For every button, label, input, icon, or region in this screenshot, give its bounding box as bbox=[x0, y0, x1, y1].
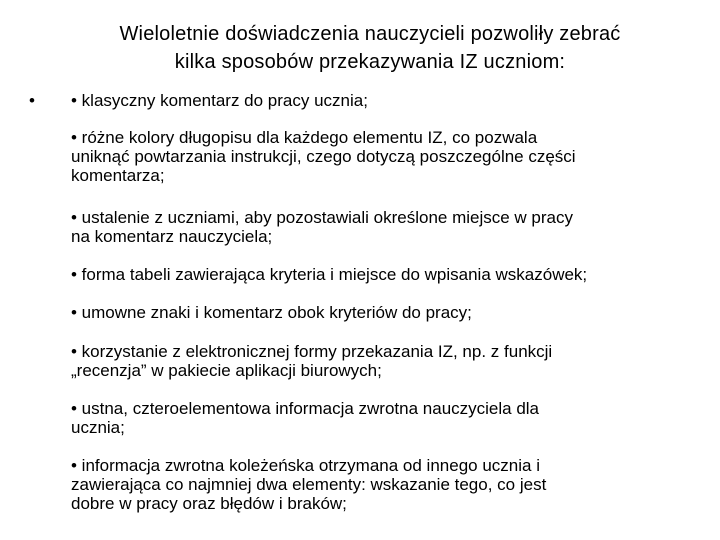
slide-title-line: kilka sposobów przekazywania IZ uczniom: bbox=[174, 51, 566, 73]
list-item-line: ucznia; bbox=[71, 418, 125, 437]
outer-bullet-icon: • bbox=[29, 91, 35, 110]
list-item bbox=[71, 208, 711, 246]
list-item-line: • korzystanie z elektronicznej formy przekazania IZ, np. z funkcji bbox=[71, 342, 553, 361]
list-item-line: • forma tabeli zawierająca kryteria i miejsce do wpisania wskazówek; bbox=[71, 265, 588, 284]
list-item bbox=[71, 456, 711, 513]
list-item-line: „recenzja” w pakiecie aplikacji biurowych; bbox=[71, 361, 382, 380]
list-item-line: dobre w pracy oraz błędów i braków; bbox=[71, 494, 347, 513]
list-item bbox=[71, 399, 711, 437]
list-item bbox=[71, 342, 711, 380]
list-item-line: • informacja zwrotna koleżeńska otrzymana od innego ucznia i bbox=[71, 456, 540, 475]
list-item-line: uniknąć powtarzania instrukcji, czego dotyczą poszczególne części bbox=[71, 147, 576, 166]
list-item-line: zawierająca co najmniej dwa elementy: wskazanie tego, co jest bbox=[71, 475, 547, 494]
list-item-line: • różne kolory długopisu dla każdego elementu IZ, co pozwala bbox=[71, 128, 538, 147]
list-item-line: • klasyczny komentarz do pracy ucznia; bbox=[71, 91, 368, 110]
list-item bbox=[71, 265, 711, 284]
list-item-line: na komentarz nauczyciela; bbox=[71, 227, 273, 246]
list-item-line: komentarza; bbox=[71, 166, 165, 185]
list-item bbox=[71, 303, 711, 322]
list-item bbox=[71, 128, 711, 185]
list-item-line: • ustalenie z uczniami, aby pozostawiali określone miejsce w pracy bbox=[71, 208, 574, 227]
list-item-line: • ustna, czteroelementowa informacja zwrotna nauczyciela dla bbox=[71, 399, 540, 418]
list-item bbox=[71, 91, 711, 110]
slide-title-line: Wieloletnie doświadczenia nauczycieli pozwoliły zebrać bbox=[119, 23, 621, 45]
list-item-line: • umowne znaki i komentarz obok kryteriów do pracy; bbox=[71, 303, 472, 322]
slide-title bbox=[30, 20, 710, 76]
